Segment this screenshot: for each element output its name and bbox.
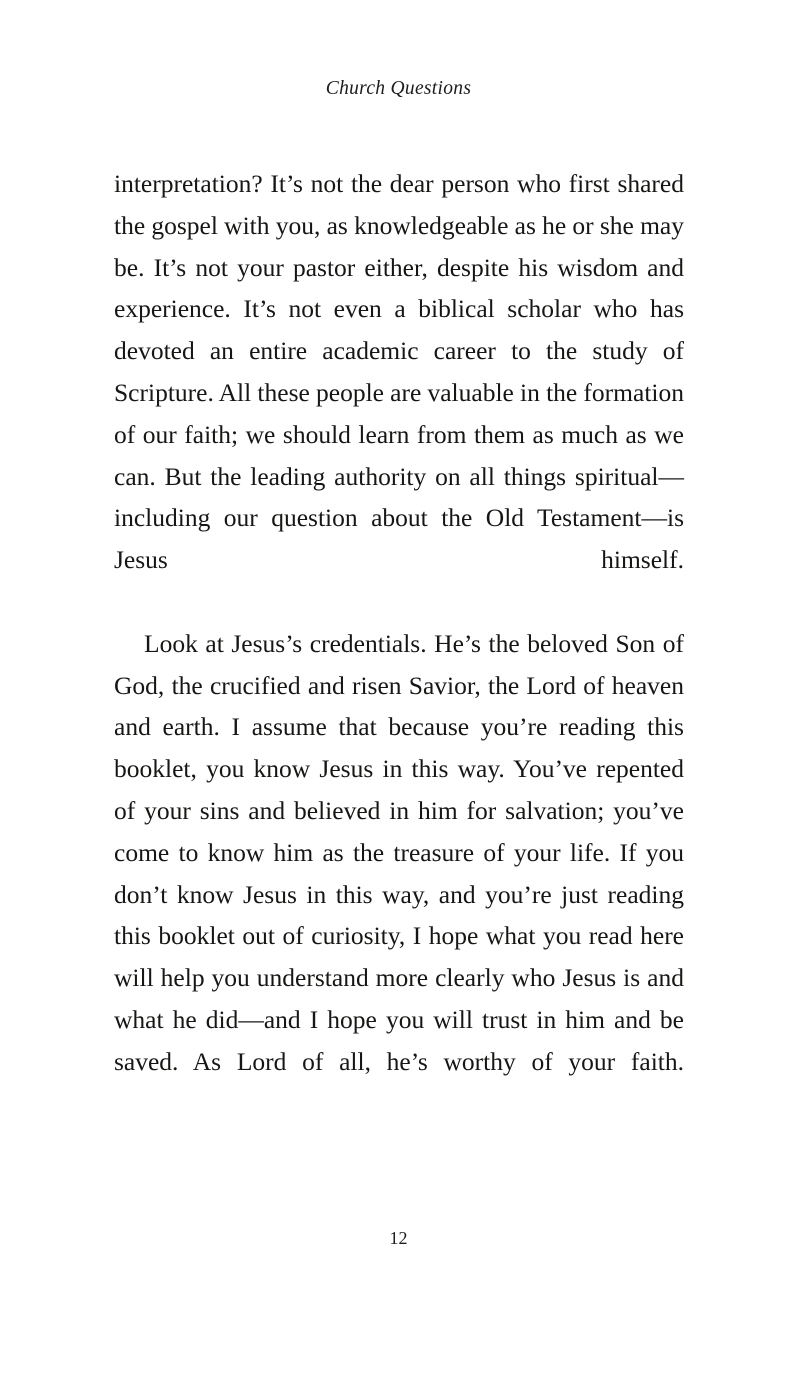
paragraph-credentials: Look at Jesus’s credentials. He’s the beloved Son of God, the crucified and risen Savior, the Lord of heaven and earth. I assume that because you’re reading this booklet, you know Jesus in this way. You’ve repented of your sins and believed in him for salvation; you’ve come to know him as the treasure of your life. If you don’t know Jesus in this way, and you’re just reading this booklet out of curiosity, I hope what you read here will help you understand more clearly who Jesus is and what he did—and I hope you will trust in him and be saved. As Lord of all, he’s worthy of your faith. bbox=[114, 628, 684, 1076]
running-head: Church Questions bbox=[325, 78, 472, 99]
body-text-block bbox=[114, 163, 684, 1124]
paragraph-authority: interpretation? It’s not the dear person who first shared the gospel with you, as knowledgeable as he or she may be. It’s not your pastor either, despite his wisdom and experience. It’s not even a biblical scholar who has devoted an entire academic career to the study of Scripture. All these people are valuable in the formation of our faith; we should learn from them as much as we can. But the leading authority on all things spiritual—including our question about the Old Testament—is Jesus himself. bbox=[114, 169, 684, 575]
page-number: 12 bbox=[389, 1228, 408, 1248]
